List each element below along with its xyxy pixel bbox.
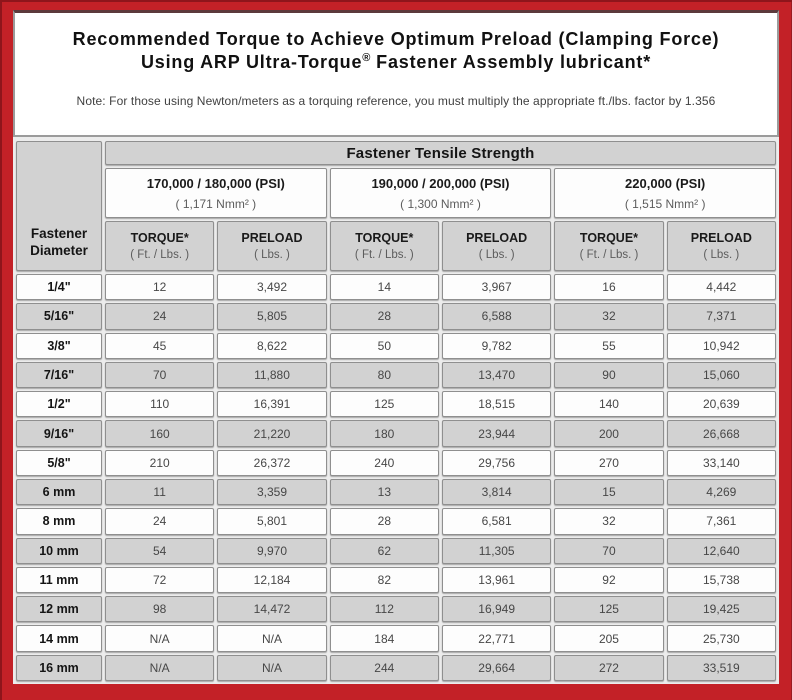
value-cell: 15,738: [667, 567, 776, 593]
value-cell: 45: [105, 333, 214, 359]
column-header-unit: ( Ft. / Lbs. ): [130, 249, 190, 261]
value-cell: 140: [554, 391, 663, 417]
preload-column-header: [442, 221, 551, 271]
value-cell: N/A: [217, 655, 326, 681]
value-cell: 13,470: [442, 362, 551, 388]
diameter-cell: 8 mm: [16, 508, 102, 534]
diameter-cell: 10 mm: [16, 538, 102, 564]
column-header-unit: ( Lbs. ): [478, 249, 515, 261]
value-cell: 8,622: [217, 333, 326, 359]
title-panel: [13, 10, 779, 137]
value-cell: 98: [105, 596, 214, 622]
value-cell: 16,391: [217, 391, 326, 417]
value-cell: 15,060: [667, 362, 776, 388]
value-cell: 4,442: [667, 274, 776, 300]
value-cell: 18,515: [442, 391, 551, 417]
value-cell: 70: [105, 362, 214, 388]
table-row: [16, 274, 776, 300]
value-cell: 6,588: [442, 303, 551, 329]
value-cell: 28: [330, 508, 439, 534]
page-title-line1: Recommended Torque to Achieve Optimum Preload (Clamping Force): [72, 29, 720, 49]
psi-header-row: [16, 168, 776, 218]
value-cell: 3,359: [217, 479, 326, 505]
value-cell: 9,782: [442, 333, 551, 359]
table-body: [16, 274, 776, 681]
nmm-value: ( 1,300 Nmm² ): [400, 196, 481, 211]
value-cell: 12,640: [667, 538, 776, 564]
value-cell: N/A: [105, 625, 214, 651]
conversion-note: Note: For those using Newton/meters as a torquing reference, you must multiply the appropriate ft./lbs. factor by 1.356: [76, 94, 716, 108]
value-cell: 72: [105, 567, 214, 593]
value-cell: 28: [330, 303, 439, 329]
column-header-unit: ( Ft. / Lbs. ): [354, 249, 414, 261]
diameter-cell: 3/8": [16, 333, 102, 359]
torque-column-header: [554, 221, 663, 271]
value-cell: 12,184: [217, 567, 326, 593]
preload-column-header: [217, 221, 326, 271]
value-cell: 13: [330, 479, 439, 505]
column-header-label: TORQUE*: [130, 231, 189, 245]
fastener-diameter-header: [16, 141, 102, 271]
value-cell: 12: [105, 274, 214, 300]
table-row: [16, 567, 776, 593]
value-cell: 24: [105, 508, 214, 534]
column-header-unit: ( Ft. / Lbs. ): [579, 249, 639, 261]
psi-group-170-180: [105, 168, 327, 218]
value-cell: 92: [554, 567, 663, 593]
value-cell: 23,944: [442, 420, 551, 446]
value-cell: 3,492: [217, 274, 326, 300]
column-header-label: TORQUE*: [355, 231, 414, 245]
value-cell: 6,581: [442, 508, 551, 534]
value-cell: 11,305: [442, 538, 551, 564]
registered-trademark-symbol: ®: [362, 51, 371, 64]
value-cell: 50: [330, 333, 439, 359]
value-cell: 112: [330, 596, 439, 622]
value-cell: 14: [330, 274, 439, 300]
value-cell: 90: [554, 362, 663, 388]
value-cell: 4,269: [667, 479, 776, 505]
table-row: [16, 391, 776, 417]
value-cell: 3,814: [442, 479, 551, 505]
psi-value: 190,000 / 200,000 (PSI): [371, 175, 510, 191]
value-cell: 210: [105, 450, 214, 476]
value-cell: 184: [330, 625, 439, 651]
value-cell: 11,880: [217, 362, 326, 388]
value-cell: 110: [105, 391, 214, 417]
column-header-label: PRELOAD: [466, 231, 528, 245]
table-row: [16, 625, 776, 651]
diameter-cell: 16 mm: [16, 655, 102, 681]
column-header-label: PRELOAD: [690, 231, 752, 245]
diameter-cell: 1/4": [16, 274, 102, 300]
value-cell: 7,371: [667, 303, 776, 329]
value-cell: 5,805: [217, 303, 326, 329]
value-cell: 29,756: [442, 450, 551, 476]
diameter-cell: 6 mm: [16, 479, 102, 505]
value-cell: 244: [330, 655, 439, 681]
value-cell: 7,361: [667, 508, 776, 534]
value-cell: 26,668: [667, 420, 776, 446]
column-header-row: [16, 221, 776, 271]
table-row: [16, 450, 776, 476]
value-cell: 21,220: [217, 420, 326, 446]
table-row: [16, 333, 776, 359]
nmm-value: ( 1,515 Nmm² ): [624, 196, 706, 211]
fastener-diameter-header-line1: Fastener: [30, 225, 88, 241]
value-cell: 5,801: [217, 508, 326, 534]
value-cell: 62: [330, 538, 439, 564]
table-row: [16, 303, 776, 329]
torque-column-header: [105, 221, 214, 271]
value-cell: 55: [554, 333, 663, 359]
value-cell: N/A: [217, 625, 326, 651]
diameter-cell: 12 mm: [16, 596, 102, 622]
diameter-cell: 11 mm: [16, 567, 102, 593]
psi-value: 220,000 (PSI): [625, 175, 706, 191]
value-cell: 3,967: [442, 274, 551, 300]
value-cell: 70: [554, 538, 663, 564]
value-cell: 9,970: [217, 538, 326, 564]
table-row: [16, 655, 776, 681]
table-row: [16, 538, 776, 564]
value-cell: 16: [554, 274, 663, 300]
value-cell: 19,425: [667, 596, 776, 622]
column-header-unit: ( Lbs. ): [254, 249, 290, 261]
table-row: [16, 420, 776, 446]
value-cell: 22,771: [442, 625, 551, 651]
tensile-strength-header: Fastener Tensile Strength: [105, 141, 776, 165]
value-cell: 10,942: [667, 333, 776, 359]
psi-group-220: [554, 168, 776, 218]
value-cell: 272: [554, 655, 663, 681]
value-cell: 33,140: [667, 450, 776, 476]
value-cell: 180: [330, 420, 439, 446]
value-cell: 205: [554, 625, 663, 651]
value-cell: 16,949: [442, 596, 551, 622]
diameter-cell: 9/16": [16, 420, 102, 446]
value-cell: 125: [554, 596, 663, 622]
diameter-cell: 5/8": [16, 450, 102, 476]
title-line2-prefix: Using ARP Ultra-Torque: [140, 51, 363, 72]
value-cell: 20,639: [667, 391, 776, 417]
table-row: [16, 596, 776, 622]
diameter-cell: 1/2": [16, 391, 102, 417]
group-header-row: [16, 141, 776, 165]
value-cell: 13,961: [442, 567, 551, 593]
psi-group-190-200: [330, 168, 552, 218]
page-title-line2: [15, 51, 777, 74]
preload-column-header: [667, 221, 776, 271]
table-row: [16, 508, 776, 534]
value-cell: 11: [105, 479, 214, 505]
value-cell: 125: [330, 391, 439, 417]
value-cell: 33,519: [667, 655, 776, 681]
fastener-diameter-header-line2: Diameter: [30, 243, 88, 259]
torque-table: [13, 138, 779, 684]
value-cell: N/A: [105, 655, 214, 681]
psi-value: 170,000 / 180,000 (PSI): [146, 175, 285, 191]
diameter-cell: 14 mm: [16, 625, 102, 651]
value-cell: 160: [105, 420, 214, 446]
value-cell: 32: [554, 303, 663, 329]
value-cell: 15: [554, 479, 663, 505]
value-cell: 29,664: [442, 655, 551, 681]
column-header-unit: ( Lbs. ): [703, 249, 740, 261]
value-cell: 26,372: [217, 450, 326, 476]
value-cell: 82: [330, 567, 439, 593]
nmm-value: ( 1,171 Nmm² ): [175, 196, 257, 211]
diameter-cell: 7/16": [16, 362, 102, 388]
torque-column-header: [330, 221, 439, 271]
value-cell: 32: [554, 508, 663, 534]
table-row: [16, 362, 776, 388]
value-cell: 270: [554, 450, 663, 476]
value-cell: 14,472: [217, 596, 326, 622]
content-area: [13, 10, 779, 684]
diameter-cell: 5/16": [16, 303, 102, 329]
column-header-label: PRELOAD: [241, 231, 303, 245]
title-line2-suffix: Fastener Assembly lubricant*: [370, 51, 651, 72]
value-cell: 25,730: [667, 625, 776, 651]
column-header-label: TORQUE*: [579, 231, 639, 245]
table-row: [16, 479, 776, 505]
value-cell: 200: [554, 420, 663, 446]
value-cell: 24: [105, 303, 214, 329]
value-cell: 80: [330, 362, 439, 388]
value-cell: 240: [330, 450, 439, 476]
value-cell: 54: [105, 538, 214, 564]
